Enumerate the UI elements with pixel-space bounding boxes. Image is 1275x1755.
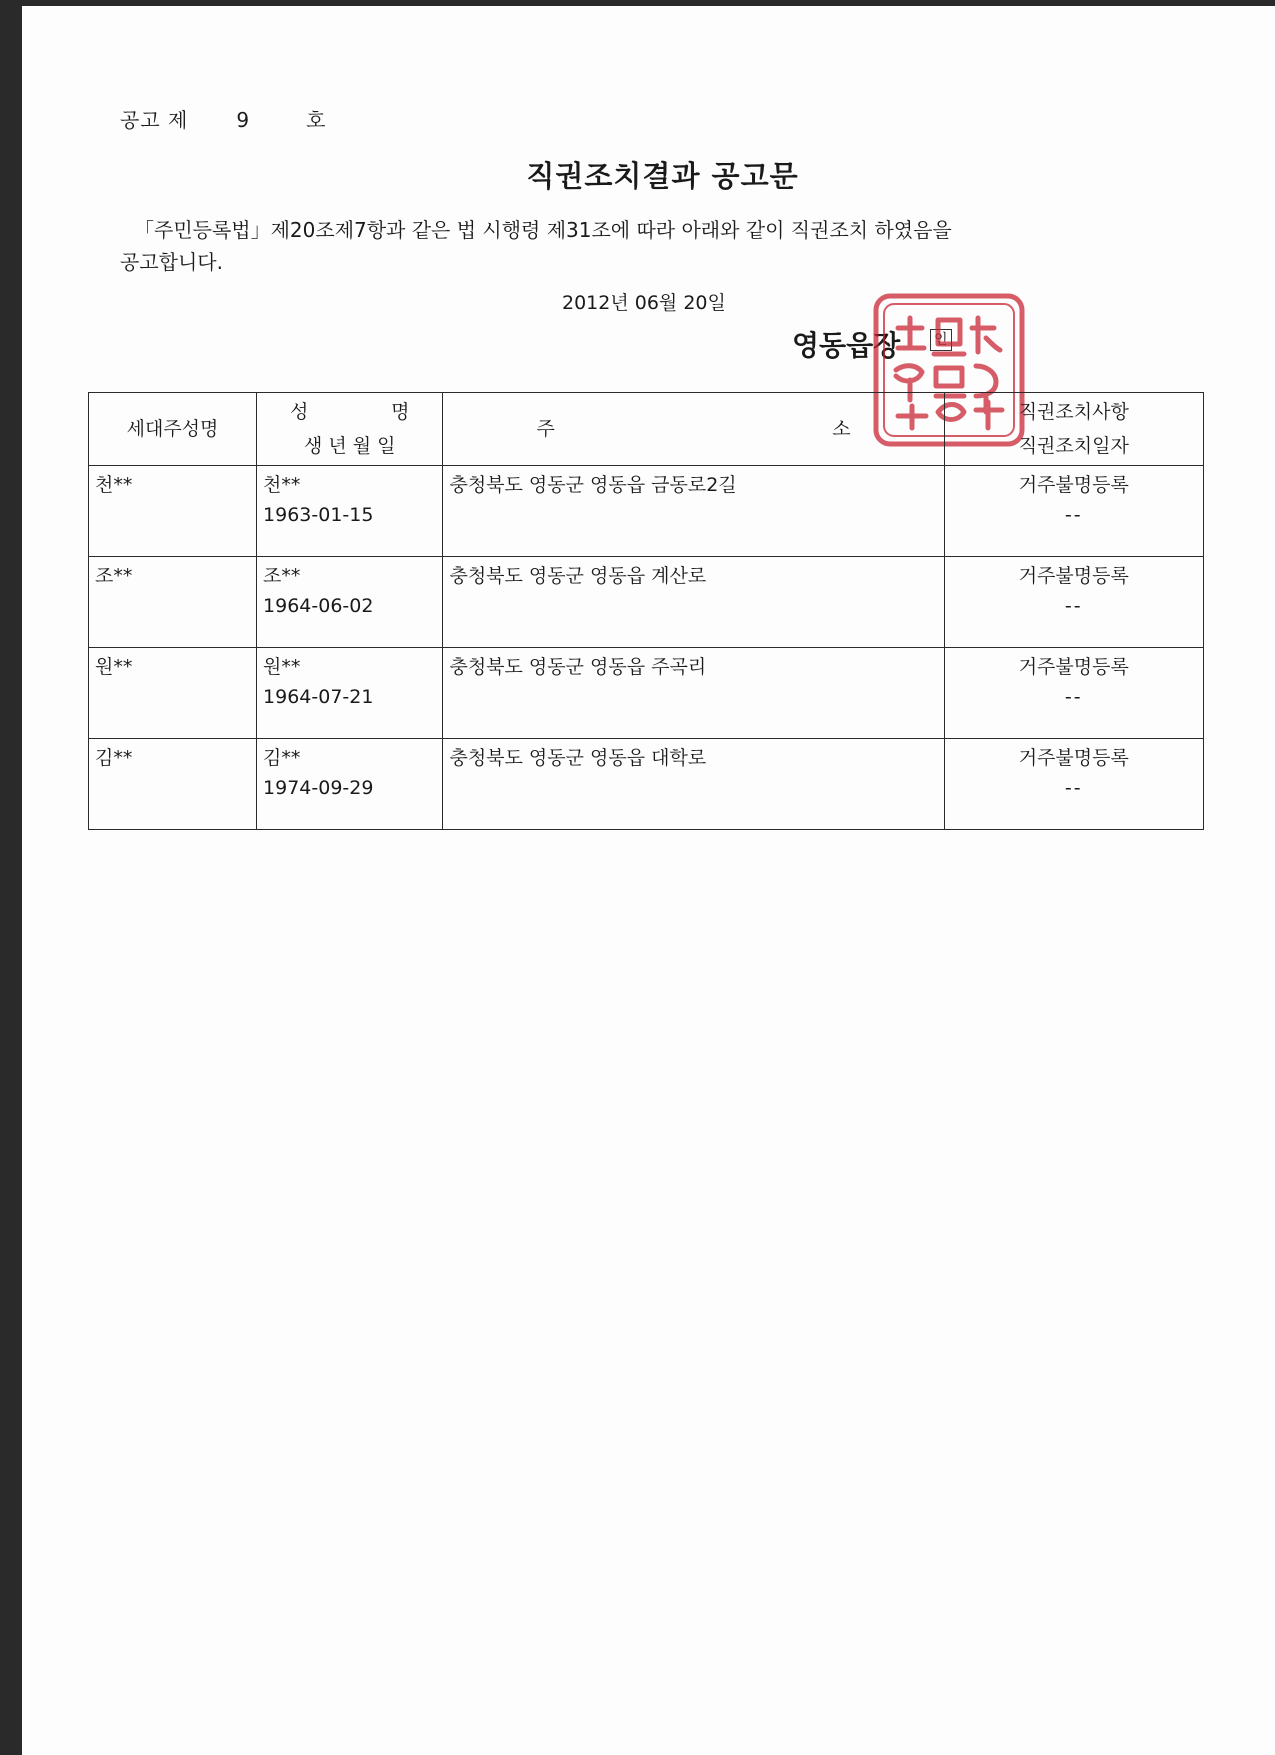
cell-name-birth <box>257 557 443 648</box>
notice-number <box>120 104 326 133</box>
notice-body <box>120 214 1120 278</box>
cell-action-type: 거주불명등록 <box>1018 565 1129 587</box>
cell-action-date: -- <box>1064 777 1083 799</box>
cell-name: 김** <box>263 747 301 769</box>
cell-action <box>944 466 1203 557</box>
seal-mark: 인 <box>930 329 952 351</box>
cell-birth: 1963-01-15 <box>263 504 374 526</box>
notice-body-line-2: 공고합니다. <box>120 250 223 274</box>
header-action <box>944 393 1203 466</box>
cell-birth: 1964-07-21 <box>263 686 374 708</box>
cell-name: 조** <box>263 565 301 587</box>
cell-household-head: 김** <box>89 739 257 830</box>
cell-household-head: 천** <box>89 466 257 557</box>
document-title: 직권조치결과 공고문 <box>526 159 799 193</box>
cell-birth: 1974-09-29 <box>263 777 374 799</box>
cell-name-birth <box>257 466 443 557</box>
header-name-2: 명 <box>391 401 410 423</box>
table-header-row <box>89 393 1204 466</box>
cell-action <box>944 557 1203 648</box>
notice-number-prefix: 공고 제 <box>120 108 189 132</box>
notice-number-suffix: 호 <box>306 108 327 132</box>
cell-action-date: -- <box>1064 595 1083 617</box>
cell-address: 충청북도 영동군 영동읍 대학로 <box>443 739 944 830</box>
scanned-page <box>22 6 1275 1755</box>
cell-household-head: 조** <box>89 557 257 648</box>
notice-number-value: 9 <box>236 108 251 132</box>
cell-address: 충청북도 영동군 영동읍 금동로2길 <box>443 466 944 557</box>
header-household-head: 세대주성명 <box>89 393 257 466</box>
cell-birth: 1964-06-02 <box>263 595 374 617</box>
header-address-2: 소 <box>832 418 851 440</box>
cell-action <box>944 739 1203 830</box>
cell-name: 원** <box>263 656 301 678</box>
cell-action-date: -- <box>1064 686 1083 708</box>
cell-action <box>944 648 1203 739</box>
header-name-1: 성 <box>290 401 309 423</box>
table-row <box>89 739 1204 830</box>
header-action-bottom: 직권조치일자 <box>1018 435 1129 457</box>
cell-household-head: 원** <box>89 648 257 739</box>
issuer-name: 영동읍장 <box>792 329 901 362</box>
notice-date: 2012년 06월 20일 <box>562 292 726 314</box>
notice-body-line-1: 「주민등록법」제20조제7항과 같은 법 시행령 제31조에 따라 아래와 같이 직권조치 하였음을 <box>134 218 952 242</box>
cell-name-birth <box>257 739 443 830</box>
header-address-1: 주 <box>536 418 555 440</box>
header-name-birth <box>257 393 443 466</box>
cell-address: 충청북도 영동군 영동읍 주곡리 <box>443 648 944 739</box>
header-action-top: 직권조치사항 <box>1018 401 1129 423</box>
cell-address: 충청북도 영동군 영동읍 계산로 <box>443 557 944 648</box>
records-table <box>88 392 1204 830</box>
cell-action-type: 거주불명등록 <box>1018 474 1129 496</box>
cell-action-date: -- <box>1064 504 1083 526</box>
cell-action-type: 거주불명등록 <box>1018 656 1129 678</box>
table-row <box>89 648 1204 739</box>
header-birth: 생 년 월 일 <box>303 435 396 457</box>
cell-name: 천** <box>263 474 301 496</box>
cell-name-birth <box>257 648 443 739</box>
cell-action-type: 거주불명등록 <box>1018 747 1129 769</box>
table-row <box>89 466 1204 557</box>
table-row <box>89 557 1204 648</box>
header-address <box>443 393 944 466</box>
